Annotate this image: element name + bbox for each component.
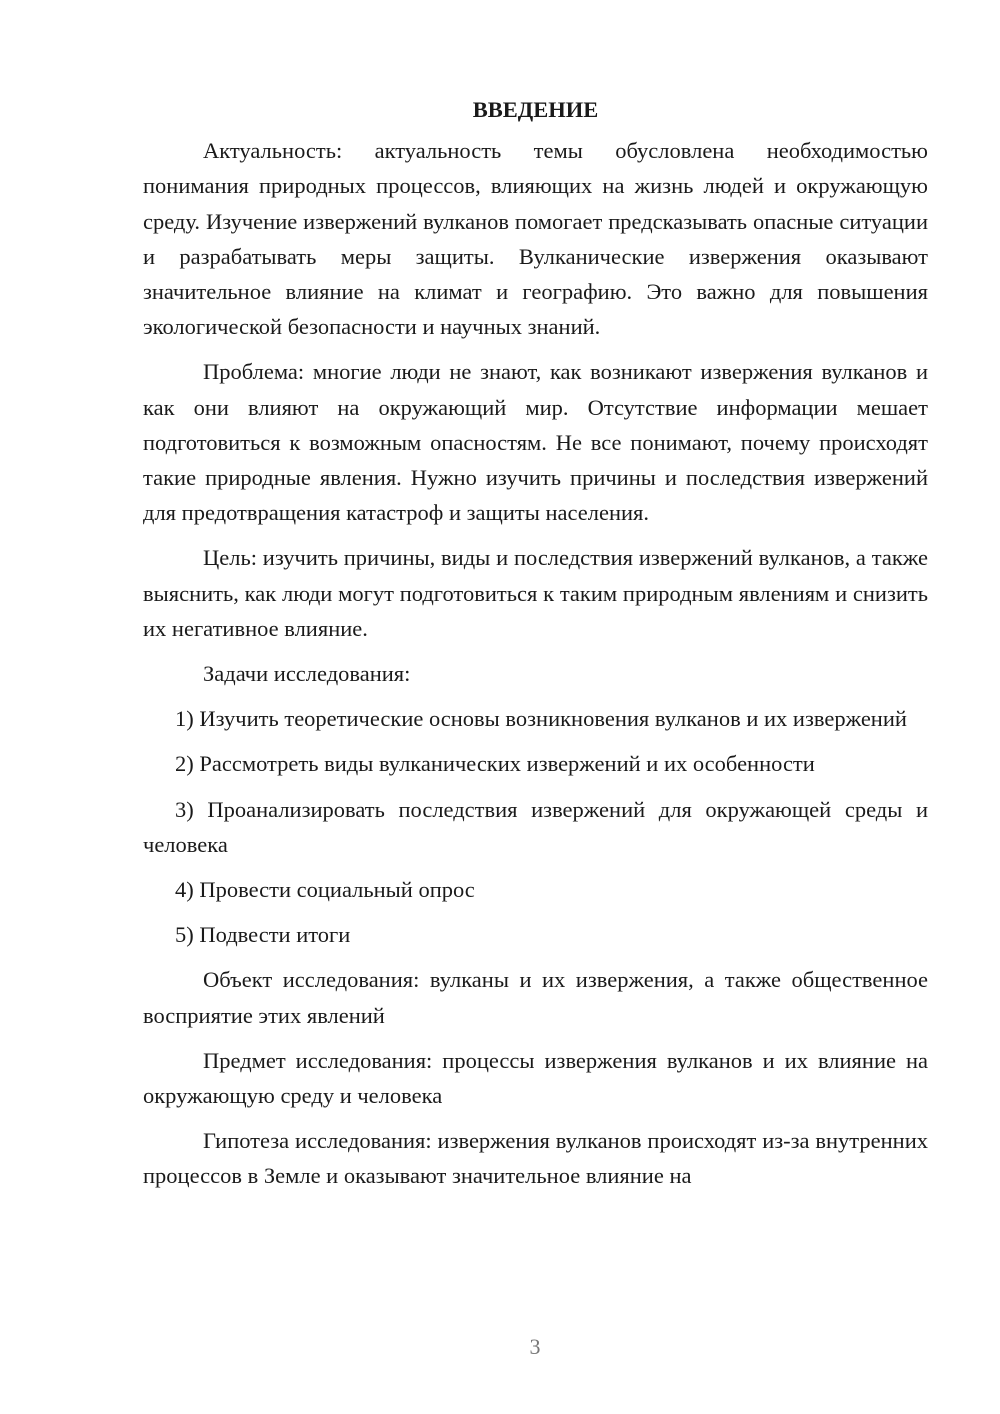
task-item: 3) Проанализировать последствия извержений для окружающей среды и человека: [143, 796, 928, 857]
problem-paragraph: Проблема: многие люди не знают, как возникают извержения вулканов и как они влияют на окружающий мир. Отсутствие информации мешает подготовиться к возможным опасностям. Не все понимают, почему происходят такие природные явления. Нужно изучить причины и последствия извержений для предотвращения катастроф и защиты населения.: [143, 359, 928, 526]
object-paragraph: Объект исследования: вулканы и их извержения, а также общественное восприятие этих явлений: [143, 967, 928, 1028]
section-heading: ВВЕДЕНИЕ: [472, 97, 599, 122]
page-number: 3: [529, 1334, 541, 1359]
task-item: 4) Провести социальный опрос: [175, 877, 475, 903]
subject-paragraph: Предмет исследования: процессы извержения вулканов и их влияние на окружающую среду и человека: [143, 1047, 928, 1109]
page-content: [143, 92, 928, 1204]
tasks-heading: Задачи исследования:: [203, 661, 411, 687]
goal-paragraph: Цель: изучить причины, виды и последствия извержений вулканов, а также выяснить, как люди могут подготовиться к таким природным явлениям и снизить их негативное влияние.: [143, 545, 928, 641]
relevance-paragraph: Актуальность: актуальность темы обусловлена необходимостью понимания природных процессов, влияющих на жизнь людей и окружающую среду. Изучение извержений вулканов помогает предсказывать опасные ситуации и разрабатывать меры защиты. Вулканические извержения оказывают значительное влияние на климат и географию. Это важно для повышения экологической безопасности и научных знаний.: [143, 138, 928, 340]
task-item: 1) Изучить теоретические основы возникновения вулканов и их извержений: [175, 706, 907, 732]
hypothesis-paragraph: Гипотеза исследования: извержения вулканов происходят из-за внутренних процессов в Земле и оказывают значительное влияние на: [143, 1128, 928, 1189]
task-item: 2) Рассмотреть виды вулканических извержений и их особенности: [175, 751, 815, 777]
task-item: 5) Подвести итоги: [175, 922, 351, 948]
